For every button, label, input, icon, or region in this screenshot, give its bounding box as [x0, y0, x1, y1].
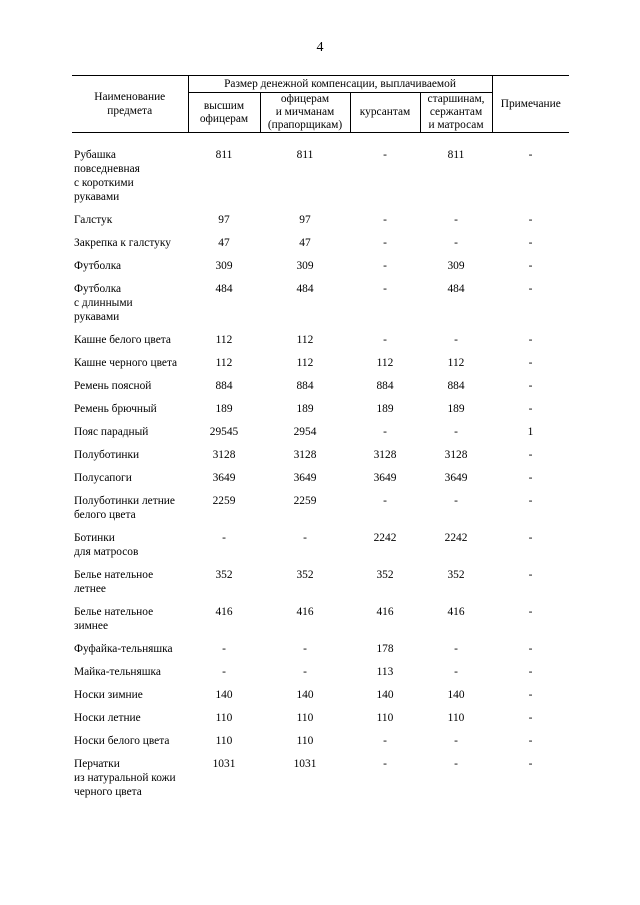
- senior-officers-cell: 1031: [212, 758, 236, 770]
- header-item-name: Наименование предмета: [72, 76, 188, 133]
- note-cell: -: [528, 357, 533, 369]
- officers-cell: 97: [299, 214, 311, 226]
- note-cell: -: [528, 495, 533, 507]
- note-cell: -: [528, 214, 533, 226]
- table-header: [72, 76, 569, 133]
- sergeants-cell: 811: [447, 149, 465, 161]
- cadets-cell: 178: [376, 643, 394, 655]
- senior-officers-cell: 110: [215, 712, 233, 724]
- note-cell: -: [528, 569, 533, 581]
- cadets-cell: -: [383, 735, 387, 747]
- note-cell: -: [528, 283, 533, 295]
- table-row: [72, 711, 569, 734]
- item-name-cell: Ремень поясной: [74, 380, 152, 392]
- table-row: [72, 448, 569, 471]
- header-compensation-group: Размер денежной компенсации, выплачиваемой: [188, 76, 492, 93]
- table-row: [72, 494, 569, 531]
- officers-cell: 110: [296, 712, 314, 724]
- senior-officers-cell: 884: [215, 380, 233, 392]
- sergeants-cell: -: [454, 666, 458, 678]
- cadets-cell: 110: [376, 712, 394, 724]
- sergeants-cell: 140: [447, 689, 465, 701]
- officers-cell: 484: [296, 283, 314, 295]
- sergeants-cell: 3128: [444, 449, 468, 461]
- cadets-cell: -: [383, 758, 387, 770]
- cadets-cell: 352: [376, 569, 394, 581]
- officers-cell: 110: [296, 735, 314, 747]
- note-cell: -: [528, 689, 533, 701]
- cadets-cell: -: [383, 426, 387, 438]
- table-row: [72, 356, 569, 379]
- sergeants-cell: 484: [447, 283, 465, 295]
- table-row: [72, 333, 569, 356]
- sergeants-cell: -: [454, 426, 458, 438]
- table-row: [72, 568, 569, 605]
- header-senior-officers: высшим офицерам: [188, 93, 260, 133]
- senior-officers-cell: 140: [215, 689, 233, 701]
- sergeants-cell: -: [454, 237, 458, 249]
- senior-officers-cell: 110: [215, 735, 233, 747]
- cadets-cell: 3649: [373, 472, 397, 484]
- senior-officers-cell: 112: [215, 334, 233, 346]
- cadets-cell: -: [383, 149, 387, 161]
- page-number: 4: [316, 40, 324, 55]
- note-cell: -: [528, 403, 533, 415]
- note-cell: -: [528, 237, 533, 249]
- officers-cell: 3649: [293, 472, 317, 484]
- table-row: [72, 665, 569, 688]
- senior-officers-cell: -: [222, 643, 226, 655]
- item-name-cell: Полусапоги: [74, 472, 132, 484]
- sergeants-cell: 189: [447, 403, 465, 415]
- table-row: [72, 133, 569, 214]
- item-name-cell: Майка-тельняшка: [74, 666, 161, 678]
- table-row: [72, 379, 569, 402]
- senior-officers-cell: -: [222, 532, 226, 544]
- cadets-cell: 3128: [373, 449, 397, 461]
- item-name-cell: Рубашка повседневная с короткими рукавами: [74, 149, 140, 203]
- cadets-cell: -: [383, 260, 387, 272]
- note-cell: -: [528, 666, 533, 678]
- cadets-cell: 113: [376, 666, 394, 678]
- header-cadets: курсантам: [350, 93, 420, 133]
- sergeants-cell: 112: [447, 357, 465, 369]
- officers-cell: -: [303, 532, 307, 544]
- note-cell: -: [528, 260, 533, 272]
- senior-officers-cell: 189: [215, 403, 233, 415]
- table-body: [72, 133, 569, 809]
- note-cell: -: [528, 449, 533, 461]
- cadets-cell: -: [383, 495, 387, 507]
- table-row: [72, 531, 569, 568]
- item-name-cell: Носки зимние: [74, 689, 143, 701]
- cadets-cell: -: [383, 214, 387, 226]
- item-name-cell: Полуботинки: [74, 449, 140, 461]
- senior-officers-cell: -: [222, 666, 226, 678]
- sergeants-cell: -: [454, 735, 458, 747]
- senior-officers-cell: 416: [215, 606, 233, 618]
- senior-officers-cell: 2259: [212, 495, 236, 507]
- item-name-cell: Пояс парадный: [74, 426, 149, 438]
- header-officers-warrant: офицерам и мичманам (прапорщикам): [260, 93, 350, 133]
- cadets-cell: 112: [376, 357, 394, 369]
- senior-officers-cell: 112: [215, 357, 233, 369]
- item-name-cell: Галстук: [74, 214, 113, 226]
- table-row: [72, 425, 569, 448]
- note-cell: -: [528, 606, 533, 618]
- item-name-cell: Закрепка к галстуку: [74, 237, 171, 249]
- senior-officers-cell: 309: [215, 260, 233, 272]
- item-name-cell: Носки белого цвета: [74, 735, 170, 747]
- sergeants-cell: -: [454, 643, 458, 655]
- officers-cell: 416: [296, 606, 314, 618]
- item-name-cell: Ботинки для матросов: [74, 532, 139, 558]
- cadets-cell: 416: [376, 606, 394, 618]
- item-name-cell: Кашне белого цвета: [74, 334, 171, 346]
- note-cell: -: [528, 532, 533, 544]
- officers-cell: 112: [296, 334, 314, 346]
- item-name-cell: Перчатки из натуральной кожи черного цвета: [74, 758, 176, 798]
- cadets-cell: -: [383, 237, 387, 249]
- note-cell: -: [528, 712, 533, 724]
- table-row: [72, 259, 569, 282]
- note-cell: 1: [527, 426, 534, 438]
- officers-cell: 3128: [293, 449, 317, 461]
- officers-cell: 2259: [293, 495, 317, 507]
- officers-cell: 884: [296, 380, 314, 392]
- cadets-cell: 884: [376, 380, 394, 392]
- item-name-cell: Белье нательное летнее: [74, 569, 154, 595]
- item-name-cell: Футболка с длинными рукавами: [74, 283, 133, 323]
- item-name-cell: Носки летние: [74, 712, 141, 724]
- header-sergeants-sailors: старшинам, сержантам и матросам: [420, 93, 492, 133]
- cadets-cell: 2242: [373, 532, 397, 544]
- table-row: [72, 605, 569, 642]
- note-cell: -: [528, 643, 533, 655]
- senior-officers-cell: 352: [215, 569, 233, 581]
- note-cell: -: [528, 735, 533, 747]
- note-cell: -: [528, 380, 533, 392]
- item-name-cell: Фуфайка-тельняшка: [74, 643, 173, 655]
- sergeants-cell: -: [454, 495, 458, 507]
- officers-cell: 140: [296, 689, 314, 701]
- senior-officers-cell: 3649: [212, 472, 236, 484]
- cadets-cell: -: [383, 283, 387, 295]
- senior-officers-cell: 811: [215, 149, 233, 161]
- officers-cell: 352: [296, 569, 314, 581]
- table-row: [72, 734, 569, 757]
- sergeants-cell: -: [454, 334, 458, 346]
- officers-cell: 112: [296, 357, 314, 369]
- sergeants-cell: 3649: [444, 472, 468, 484]
- table-row: [72, 688, 569, 711]
- note-cell: -: [528, 472, 533, 484]
- sergeants-cell: 110: [447, 712, 465, 724]
- senior-officers-cell: 47: [218, 237, 230, 249]
- senior-officers-cell: 29545: [209, 426, 239, 438]
- table-row: [72, 471, 569, 494]
- item-name-cell: Кашне черного цвета: [74, 357, 178, 369]
- item-name-cell: Ремень брючный: [74, 403, 157, 415]
- senior-officers-cell: 97: [218, 214, 230, 226]
- cadets-cell: -: [383, 334, 387, 346]
- sergeants-cell: -: [454, 758, 458, 770]
- officers-cell: 811: [296, 149, 314, 161]
- sergeants-cell: 416: [447, 606, 465, 618]
- officers-cell: 189: [296, 403, 314, 415]
- compensation-table: [72, 75, 569, 808]
- item-name-cell: Футболка: [74, 260, 122, 272]
- note-cell: -: [528, 149, 533, 161]
- sergeants-cell: 352: [447, 569, 465, 581]
- officers-cell: 1031: [293, 758, 317, 770]
- table-row: [72, 236, 569, 259]
- header-note: Примечание: [492, 76, 569, 133]
- table-row: [72, 213, 569, 236]
- table-row: [72, 402, 569, 425]
- officers-cell: -: [303, 666, 307, 678]
- sergeants-cell: 309: [447, 260, 465, 272]
- officers-cell: 2954: [293, 426, 317, 438]
- note-cell: -: [528, 334, 533, 346]
- note-cell: -: [528, 758, 533, 770]
- table-row: [72, 642, 569, 665]
- officers-cell: -: [303, 643, 307, 655]
- item-name-cell: Белье нательное зимнее: [74, 606, 154, 632]
- officers-cell: 47: [299, 237, 311, 249]
- table-row: [72, 757, 569, 808]
- cadets-cell: 189: [376, 403, 394, 415]
- sergeants-cell: -: [454, 214, 458, 226]
- senior-officers-cell: 3128: [212, 449, 236, 461]
- cadets-cell: 140: [376, 689, 394, 701]
- senior-officers-cell: 484: [215, 283, 233, 295]
- table-row: [72, 282, 569, 333]
- sergeants-cell: 2242: [444, 532, 468, 544]
- item-name-cell: Полуботинки летние белого цвета: [74, 495, 175, 521]
- officers-cell: 309: [296, 260, 314, 272]
- sergeants-cell: 884: [447, 380, 465, 392]
